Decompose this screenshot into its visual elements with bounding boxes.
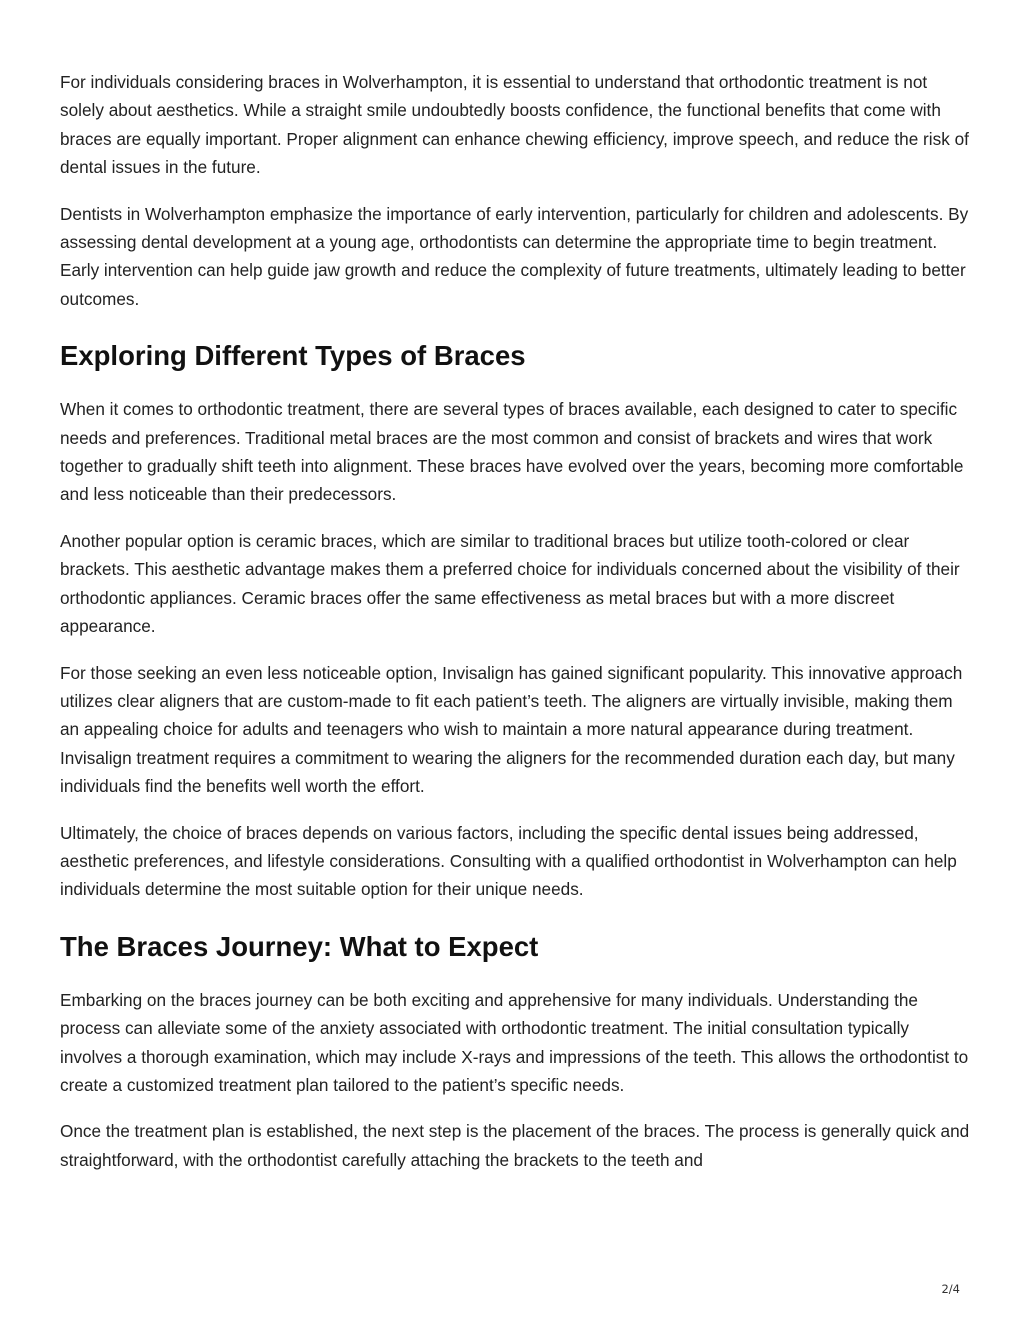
heading-braces-journey: The Braces Journey: What to Expect [60,930,539,962]
heading-types-of-braces: Exploring Different Types of Braces [60,340,526,372]
paragraph-ceramic-braces: Another popular option is ceramic braces, which are similar to traditional braces but utilize tooth-colored or clear brackets. This aesthetic advantage makes them a preferred choice for individuals concerned about the visibility of their orthodontic appliances. Ceramic braces offer the same effectiveness as metal braces but with a more discreet appearance. [60,530,960,637]
paragraph-metal-braces: When it comes to orthodontic treatment, there are several types of braces available, each designed to cater to specific needs and preferences. Traditional metal braces are the most common and consist of brackets and wires that work together to gradually shift teeth into alignment. These braces have evolved over the years, becoming more comfortable and less noticeable than their predecessors. [60,399,964,505]
paragraph-consultation: Embarking on the braces journey can be both exciting and apprehensive for many individuals. Understanding the process can alleviate some of the anxiety associated with orthodontic treatment. The initial consultation typically involves a thorough examination, which may include X-rays and impressions of the teeth. This allows the orthodontist to create a customized treatment plan tailored to the patient’s specific needs. [60,989,969,1095]
paragraph-early-intervention: Dentists in Wolverhampton emphasize the importance of early intervention, particularly for children and adolescents. By assessing dental development at a young age, orthodontists can determine the appropriate time to begin treatment. Early intervention can help guide jaw growth and reduce the complexity of future treatments, ultimately leading to better outcomes. [60,203,969,309]
paragraph-invisalign: For those seeking an even less noticeable option, Invisalign has gained significant popularity. This innovative approach utilizes clear aligners that are custom-made to fit each patient’s teeth. The aligners are virtually invisible, making them an appealing choice for adults and teenagers who wish to maintain a more natural appearance during treatment. Invisalign treatment requires a commitment to wearing the aligners for the recommended duration each day, but many individuals find the benefits well worth the effort. [60,662,963,797]
paragraph-braces-benefits: For individuals considering braces in Wolverhampton, it is essential to understand that orthodontic treatment is not solely about aesthetics. While a straight smile undoubtedly boosts confidence, the functional benefits that come with braces are equally important. Proper alignment can enhance chewing efficiency, improve speech, and reduce the risk of dental issues in the future. [60,72,969,178]
page-number: 2/4 [941,1282,960,1296]
paragraph-placement: Once the treatment plan is established, the next step is the placement of the braces. The process is generally quick and straightforward, with the orthodontist carefully attaching the brackets to the teeth and [60,1121,970,1170]
paragraph-choice-of-braces: Ultimately, the choice of braces depends on various factors, including the specific dental issues being addressed, aesthetic preferences, and lifestyle considerations. Consulting with a qualified orthodontist in Wolverhampton can help individuals determine the most suitable option for their unique needs. [60,822,957,900]
document-page [60,68,970,1192]
